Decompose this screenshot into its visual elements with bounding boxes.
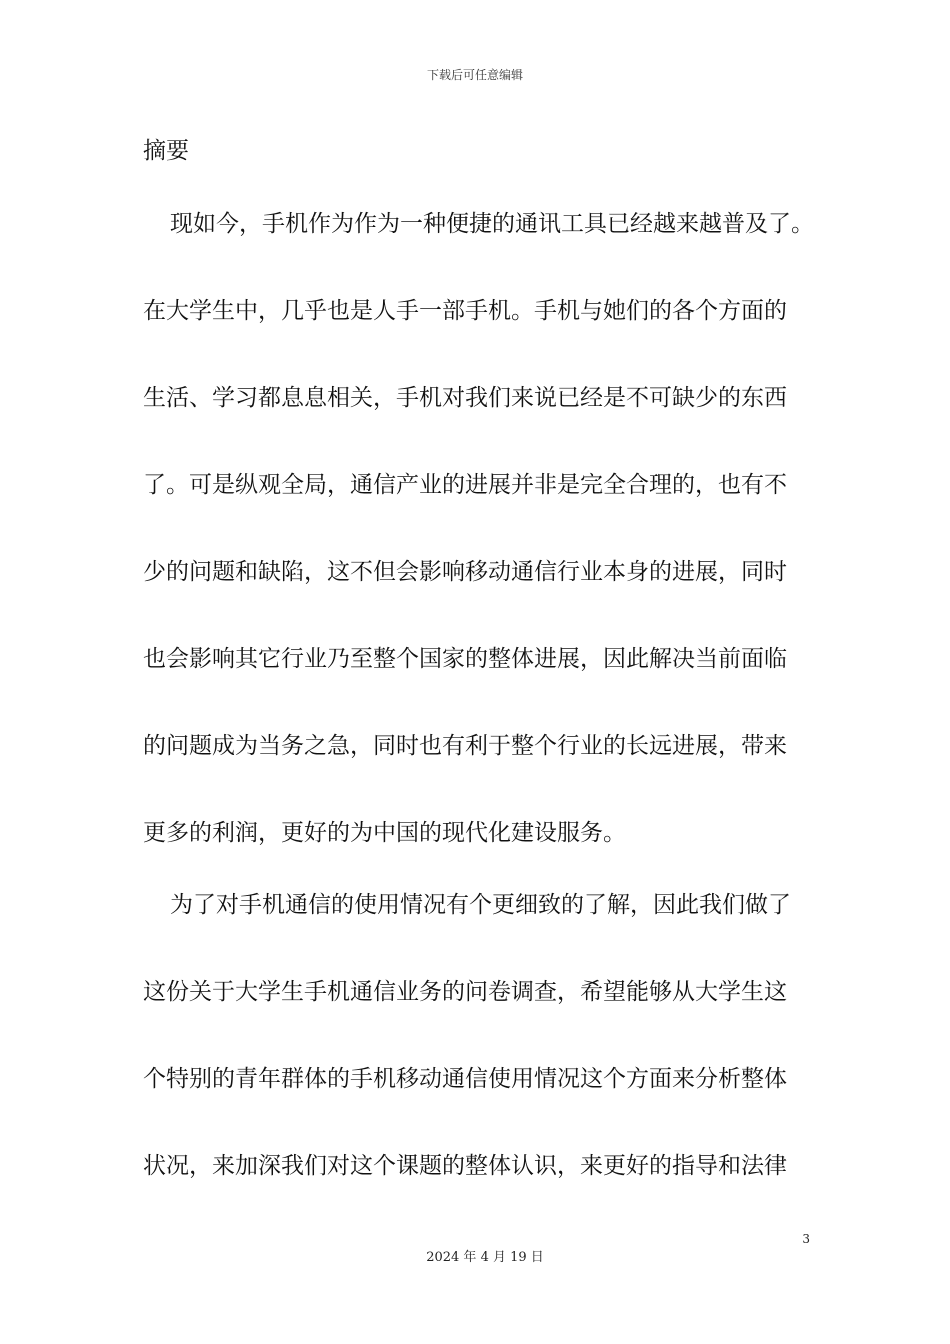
paragraph-2-line-1: 为了对手机通信的使用情况有个更细致的了解，因此我们做了 — [170, 892, 791, 918]
section-heading: 摘要 — [143, 138, 189, 164]
page-header: 下载后可任意编辑 — [426, 68, 523, 82]
paragraph-1-line-2: 在大学生中，几乎也是人手一部手机。手机与她们的各个方面的 — [143, 298, 787, 324]
paragraph-1-line-3: 生活、学习都息息相关，手机对我们来说已经是不可缺少的东西 — [143, 385, 787, 411]
paragraph-2-line-3: 个特别的青年群体的手机移动通信使用情况这个方面来分析整体 — [143, 1066, 787, 1092]
paragraph-1-line-5: 少的问题和缺陷，这不但会影响移动通信行业本身的进展，同时 — [143, 559, 787, 585]
paragraph-1-line-8: 更多的利润，更好的为中国的现代化建设服务。 — [143, 820, 626, 846]
paragraph-1-line-6: 也会影响其它行业乃至整个国家的整体进展，因此解决当前面临 — [143, 646, 787, 672]
paragraph-1-line-7: 的问题成为当务之急，同时也有利于整个行业的长远进展，带来 — [143, 733, 787, 759]
page-number: 3 — [802, 1232, 810, 1246]
paragraph-1-line-4: 了。可是纵观全局，通信产业的进展并非是完全合理的，也有不 — [143, 472, 787, 498]
paragraph-2-line-2: 这份关于大学生手机通信业务的问卷调查，希望能够从大学生这 — [143, 979, 787, 1005]
footer-date: 2024 年 4 月 19 日 — [426, 1250, 544, 1265]
paragraph-2-line-4: 状况，来加深我们对这个课题的整体认识，来更好的指导和法律 — [143, 1153, 787, 1179]
paragraph-1-line-1: 现如今，手机作为作为一种便捷的通讯工具已经越来越普及了。 — [170, 211, 814, 237]
